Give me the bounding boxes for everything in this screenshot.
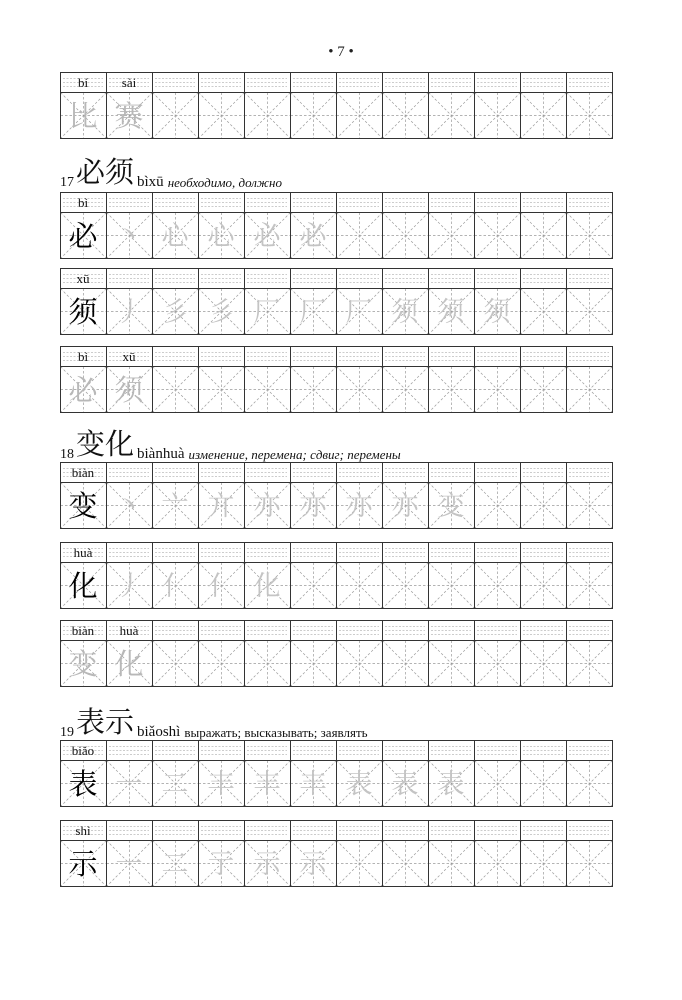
- practice-row: [60, 346, 611, 417]
- practice-row-grid: [60, 740, 613, 807]
- practice-row: [60, 462, 611, 533]
- page-number: • 7 •: [328, 44, 354, 60]
- stroke-step: 丿: [115, 571, 143, 602]
- pinyin-label: xū: [122, 349, 136, 364]
- practice-row-grid: [60, 192, 613, 259]
- model-character: 必: [68, 219, 98, 253]
- practice-row: [60, 542, 611, 613]
- pinyin-label: biàn: [71, 623, 95, 638]
- heading-translation: изменение, перемена; сдвиг; перемены: [188, 447, 401, 462]
- practice-row-grid: [60, 72, 613, 139]
- pinyin-label: xū: [76, 271, 90, 286]
- trace-character: 赛: [114, 99, 144, 133]
- pinyin-label: bì: [77, 195, 89, 210]
- stroke-step: 厂: [345, 297, 373, 328]
- stroke-step: 厂: [299, 297, 327, 328]
- stroke-step: 亠: [161, 491, 189, 522]
- trace-character: 须: [114, 373, 144, 407]
- practice-row: [60, 820, 611, 891]
- model-character: 表: [68, 767, 98, 801]
- heading-hanzi: 表示: [76, 705, 135, 739]
- stroke-step: 示: [299, 849, 327, 880]
- stroke-step: 必: [253, 221, 281, 252]
- stroke-step: 亻: [161, 571, 189, 602]
- stroke-step: 示: [253, 849, 281, 880]
- heading-number: 19: [60, 725, 74, 740]
- stroke-step: 亣: [207, 491, 235, 522]
- stroke-step: 亍: [207, 849, 235, 880]
- stroke-step: 心: [207, 221, 235, 252]
- pinyin-label: sài: [121, 75, 137, 90]
- practice-row-grid: [60, 462, 613, 529]
- stroke-step: 亻: [207, 571, 235, 602]
- heading-pinyin: biànhuà: [137, 446, 185, 462]
- stroke-step: 一: [115, 769, 143, 800]
- model-character: 示: [68, 847, 98, 881]
- pinyin-label: huà: [119, 623, 139, 638]
- trace-character: 变: [68, 647, 98, 681]
- stroke-step: 心: [161, 221, 189, 252]
- stroke-step: 彡: [207, 297, 235, 328]
- stroke-step: 二: [161, 769, 189, 800]
- stroke-step: 须: [483, 297, 511, 328]
- pinyin-label: biàn: [71, 465, 95, 480]
- stroke-step: 表: [391, 769, 419, 800]
- stroke-step: 一: [115, 849, 143, 880]
- stroke-step: 彡: [161, 297, 189, 328]
- practice-row: [60, 192, 611, 263]
- grid-lines: [61, 463, 613, 529]
- grid-lines: [61, 269, 613, 335]
- trace-character: 化: [114, 647, 144, 681]
- stroke-step: 亦: [391, 491, 419, 522]
- heading-hanzi: 必须: [76, 155, 135, 189]
- stroke-step: 必: [299, 221, 327, 252]
- practice-row: [60, 740, 611, 811]
- heading-number: 18: [60, 447, 74, 462]
- heading-pinyin: biǎoshì: [137, 724, 181, 740]
- pinyin-label: shì: [75, 823, 91, 838]
- heading-translation: выражать; высказывать; заявлять: [184, 725, 368, 740]
- stroke-step: 亦: [299, 491, 327, 522]
- word-heading: [60, 150, 282, 190]
- stroke-step: 化: [253, 571, 281, 602]
- grid-lines: [61, 741, 613, 807]
- heading-number: 17: [60, 175, 74, 190]
- stroke-step: 亦: [345, 491, 373, 522]
- pinyin-label: biǎo: [71, 743, 95, 758]
- stroke-step: 亦: [253, 491, 281, 522]
- stroke-step: 丿: [115, 297, 143, 328]
- practice-row-grid: [60, 620, 613, 687]
- stroke-step: 丰: [207, 769, 235, 800]
- stroke-step: 丶: [115, 221, 143, 252]
- practice-row: [60, 72, 611, 143]
- practice-row-grid: [60, 820, 613, 887]
- heading-hanzi: 变化: [76, 427, 135, 461]
- trace-character: 必: [68, 373, 98, 407]
- practice-row-grid: [60, 268, 613, 335]
- trace-character: 比: [68, 99, 98, 133]
- practice-row: [60, 620, 611, 691]
- stroke-step: 二: [161, 849, 189, 880]
- word-heading: [60, 422, 401, 462]
- model-character: 须: [68, 295, 98, 329]
- practice-row: [60, 268, 611, 339]
- stroke-step: 须: [437, 297, 465, 328]
- stroke-step: 变: [437, 491, 465, 522]
- model-character: 变: [68, 489, 98, 523]
- pinyin-label: huà: [73, 545, 93, 560]
- pinyin-label: bì: [77, 349, 89, 364]
- stroke-step: 须: [391, 297, 419, 328]
- grid-lines: [61, 821, 613, 887]
- stroke-step: 厂: [253, 297, 281, 328]
- pinyin-label: bí: [77, 75, 89, 90]
- heading-translation: необходимо, должно: [167, 175, 282, 190]
- heading-pinyin: bìxū: [137, 174, 164, 190]
- grid-lines: [61, 543, 613, 609]
- practice-row-grid: [60, 346, 613, 413]
- stroke-step: 表: [437, 769, 465, 800]
- grid-lines: [61, 193, 613, 259]
- stroke-step: 丰: [299, 769, 327, 800]
- word-heading: [60, 700, 368, 740]
- stroke-step: 表: [345, 769, 373, 800]
- model-character: 化: [68, 569, 98, 603]
- practice-row-grid: [60, 542, 613, 609]
- stroke-step: 丰: [253, 769, 281, 800]
- stroke-step: 丶: [115, 491, 143, 522]
